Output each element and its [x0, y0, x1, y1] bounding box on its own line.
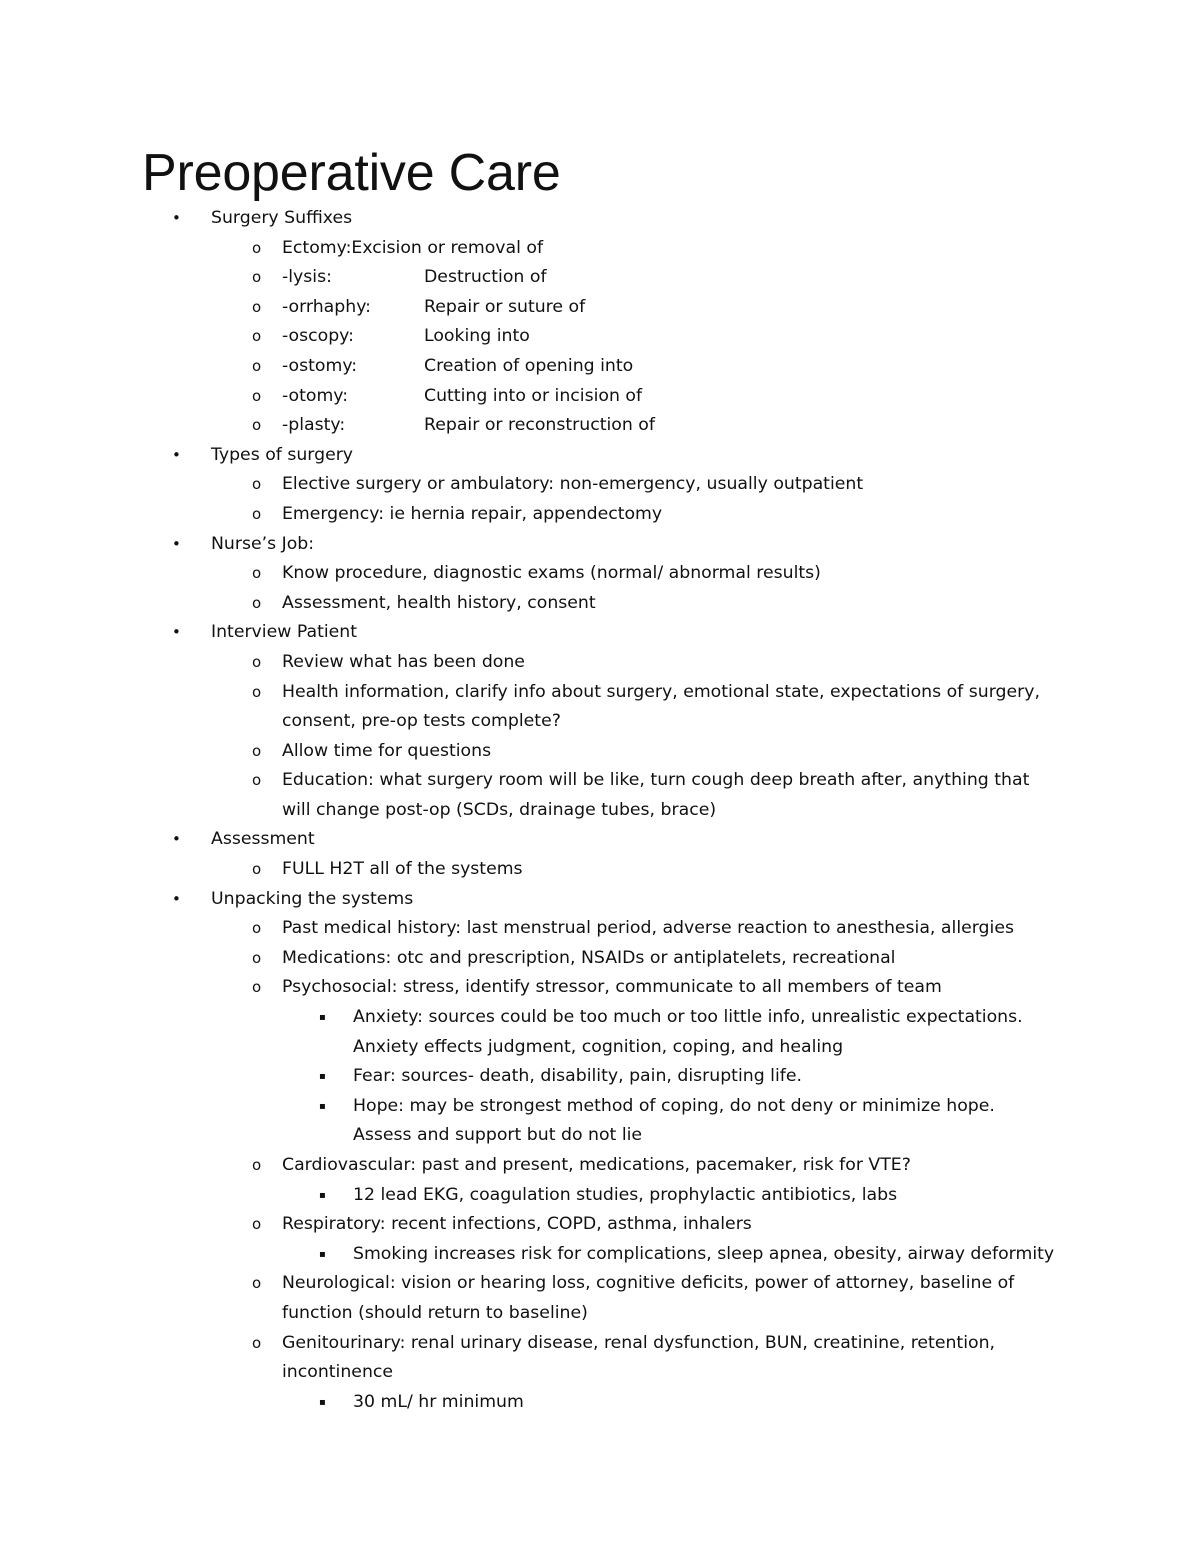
- page-title: Preoperative Care: [142, 144, 561, 202]
- list-item-text: [282, 411, 655, 441]
- list-item: [0, 1269, 1200, 1299]
- list-item-text: Neurological: vision or hearing loss, cognitive deficits, power of attorney, baseline of: [282, 1273, 1015, 1294]
- section-heading: Assessment: [211, 829, 315, 850]
- list-item: [0, 559, 1200, 589]
- list-item-text: Respiratory: recent infections, COPD, asthma, inhalers: [282, 1214, 752, 1235]
- bullet-icon: •: [172, 623, 181, 642]
- circle-bullet-icon: o: [252, 1156, 262, 1174]
- list-item-text: Psychosocial: stress, identify stressor, communicate to all members of team: [282, 977, 942, 998]
- bullet-icon: •: [172, 830, 181, 849]
- circle-bullet-icon: o: [252, 682, 262, 701]
- list-item-continuation: [0, 707, 1200, 737]
- square-bullet-icon: ▪: [319, 1012, 326, 1024]
- list-item-text: Ectomy:Excision or removal of: [282, 237, 544, 258]
- square-bullet-icon: ▪: [319, 1396, 326, 1408]
- suffix-definition: Creation of opening into: [424, 355, 634, 376]
- suffix-definition: Repair or suture of: [424, 296, 586, 317]
- suffix-term: -orrhaphy:: [282, 296, 371, 317]
- list-item-text: Review what has been done: [282, 651, 525, 672]
- list-item: [0, 1210, 1200, 1240]
- list-item-text: Cardiovascular: past and present, medications, pacemaker, risk for VTE?: [282, 1155, 911, 1175]
- list-item: [0, 1092, 1200, 1122]
- list-item: [0, 470, 1200, 500]
- list-item: [0, 1388, 1200, 1418]
- circle-bullet-icon: o: [252, 1274, 262, 1293]
- list-item-text: will change post-op (SCDs, drainage tubes, brace): [282, 799, 717, 820]
- list-item: [0, 766, 1200, 796]
- circle-bullet-icon: o: [252, 356, 262, 375]
- list-item: [0, 293, 1200, 323]
- circle-bullet-icon: o: [252, 919, 262, 938]
- list-item-text: Assessment, health history, consent: [282, 592, 596, 613]
- list-item-text: Elective surgery or ambulatory: non-emergency, usually outpatient: [282, 474, 864, 495]
- suffix-definition: Looking into: [424, 326, 530, 347]
- circle-bullet-icon: o: [252, 948, 262, 967]
- list-item: [0, 589, 1200, 619]
- list-item-text: function (should return to baseline): [282, 1302, 588, 1323]
- list-item: [0, 1329, 1200, 1359]
- bullet-icon: •: [172, 534, 181, 553]
- list-item-continuation: [0, 1299, 1200, 1329]
- list-item-text: [282, 352, 633, 382]
- circle-bullet-icon: o: [252, 475, 262, 494]
- circle-bullet-icon: o: [252, 860, 262, 879]
- list-item: [0, 678, 1200, 708]
- list-item: [0, 234, 1200, 264]
- circle-bullet-icon: o: [252, 416, 262, 435]
- list-item: [0, 1062, 1200, 1092]
- list-item-text: consent, pre-op tests complete?: [282, 711, 561, 732]
- circle-bullet-icon: o: [252, 771, 262, 790]
- list-item: [0, 352, 1200, 382]
- suffix-definition: Cutting into or incision of: [424, 385, 643, 406]
- list-item-text: FULL H2T all of the systems: [282, 859, 523, 880]
- list-item-text: Past medical history: last menstrual period, adverse reaction to anesthesia, allergies: [282, 918, 1014, 939]
- list-item-text: Hope: may be strongest method of coping, do not deny or minimize hope.: [353, 1095, 995, 1116]
- section-heading: Types of surgery: [211, 444, 354, 465]
- list-item-text: [282, 382, 642, 412]
- list-item-text: [282, 263, 547, 293]
- list-item-text: Assess and support but do not lie: [353, 1125, 643, 1146]
- section-heading: Interview Patient: [211, 622, 358, 643]
- list-item-text: Anxiety effects judgment, cognition, coping, and healing: [353, 1036, 844, 1057]
- notes-outline: [0, 204, 1200, 1417]
- bullet-icon: •: [172, 209, 181, 227]
- section-heading: Nurse’s Job:: [211, 533, 315, 554]
- list-item: [0, 500, 1200, 530]
- list-item: [0, 914, 1200, 944]
- list-item: [0, 530, 1200, 560]
- list-item-text: 12 lead EKG, coagulation studies, prophylactic antibiotics, labs: [353, 1184, 898, 1205]
- suffix-definition: Repair or reconstruction of: [424, 415, 655, 436]
- list-item: [0, 855, 1200, 885]
- bullet-icon: •: [172, 889, 181, 908]
- list-item: [0, 322, 1200, 352]
- list-item: [0, 944, 1200, 974]
- circle-bullet-icon: o: [252, 564, 262, 583]
- list-item-continuation: [0, 1121, 1200, 1151]
- list-item: [0, 263, 1200, 293]
- list-item: [0, 1151, 1200, 1181]
- suffix-definition: Destruction of: [424, 267, 547, 288]
- list-item-continuation: [0, 796, 1200, 826]
- list-item-text: Health information, clarify info about surgery, emotional state, expectations of surgery,: [282, 681, 1040, 702]
- list-item: [0, 441, 1200, 471]
- list-item-text: [282, 322, 530, 352]
- list-item-text: incontinence: [282, 1362, 394, 1383]
- suffix-term: -plasty:: [282, 415, 346, 436]
- list-item: [0, 1003, 1200, 1033]
- circle-bullet-icon: o: [252, 652, 262, 671]
- circle-bullet-icon: o: [252, 386, 262, 405]
- list-item-continuation: [0, 1033, 1200, 1063]
- suffix-term: -oscopy:: [282, 326, 354, 347]
- list-item-text: Emergency: ie hernia repair, appendectomy: [282, 503, 663, 524]
- list-item-text: Know procedure, diagnostic exams (normal/ abnormal results): [282, 563, 821, 584]
- list-item: [0, 973, 1200, 1003]
- list-item-text: Genitourinary: renal urinary disease, renal dysfunction, BUN, creatinine, retention,: [282, 1332, 996, 1353]
- list-item: [0, 825, 1200, 855]
- list-item: [0, 382, 1200, 412]
- list-item-text: Fear: sources- death, disability, pain, disrupting life.: [353, 1066, 802, 1087]
- circle-bullet-icon: o: [252, 1215, 262, 1234]
- list-item-text: [282, 293, 585, 323]
- list-item-text: Medications: otc and prescription, NSAIDs or antiplatelets, recreational: [282, 947, 896, 968]
- circle-bullet-icon: o: [252, 593, 262, 612]
- circle-bullet-icon: o: [252, 297, 262, 316]
- suffix-term: -lysis:: [282, 267, 332, 288]
- list-item-continuation: [0, 1358, 1200, 1388]
- circle-bullet-icon: o: [252, 741, 262, 760]
- square-bullet-icon: ▪: [319, 1248, 326, 1260]
- list-item-text: Smoking increases risk for complications, sleep apnea, obesity, airway deformity: [353, 1243, 1055, 1264]
- circle-bullet-icon: o: [252, 327, 262, 346]
- list-item: [0, 1240, 1200, 1270]
- square-bullet-icon: ▪: [319, 1100, 326, 1112]
- suffix-term: -ostomy:: [282, 355, 358, 376]
- section-heading: Surgery Suffixes: [211, 208, 353, 228]
- suffix-term: -otomy:: [282, 385, 349, 406]
- circle-bullet-icon: o: [252, 504, 262, 523]
- list-item-text: Allow time for questions: [282, 740, 492, 761]
- bullet-icon: •: [172, 445, 181, 464]
- list-item: [0, 204, 1200, 234]
- square-bullet-icon: ▪: [319, 1189, 326, 1201]
- section-heading: Unpacking the systems: [211, 888, 414, 909]
- square-bullet-icon: ▪: [319, 1071, 326, 1083]
- list-item: [0, 885, 1200, 915]
- list-item: [0, 411, 1200, 441]
- circle-bullet-icon: o: [252, 1333, 262, 1352]
- list-item: [0, 1181, 1200, 1211]
- list-item: [0, 737, 1200, 767]
- list-item-text: 30 mL/ hr minimum: [353, 1391, 524, 1412]
- list-item: [0, 618, 1200, 648]
- circle-bullet-icon: o: [252, 268, 262, 287]
- list-item: [0, 648, 1200, 678]
- list-item-text: Anxiety: sources could be too much or too little info, unrealistic expectations.: [353, 1007, 1023, 1028]
- circle-bullet-icon: o: [252, 238, 262, 257]
- list-item-text: Education: what surgery room will be like, turn cough deep breath after, anything that: [282, 770, 1030, 791]
- circle-bullet-icon: o: [252, 978, 262, 997]
